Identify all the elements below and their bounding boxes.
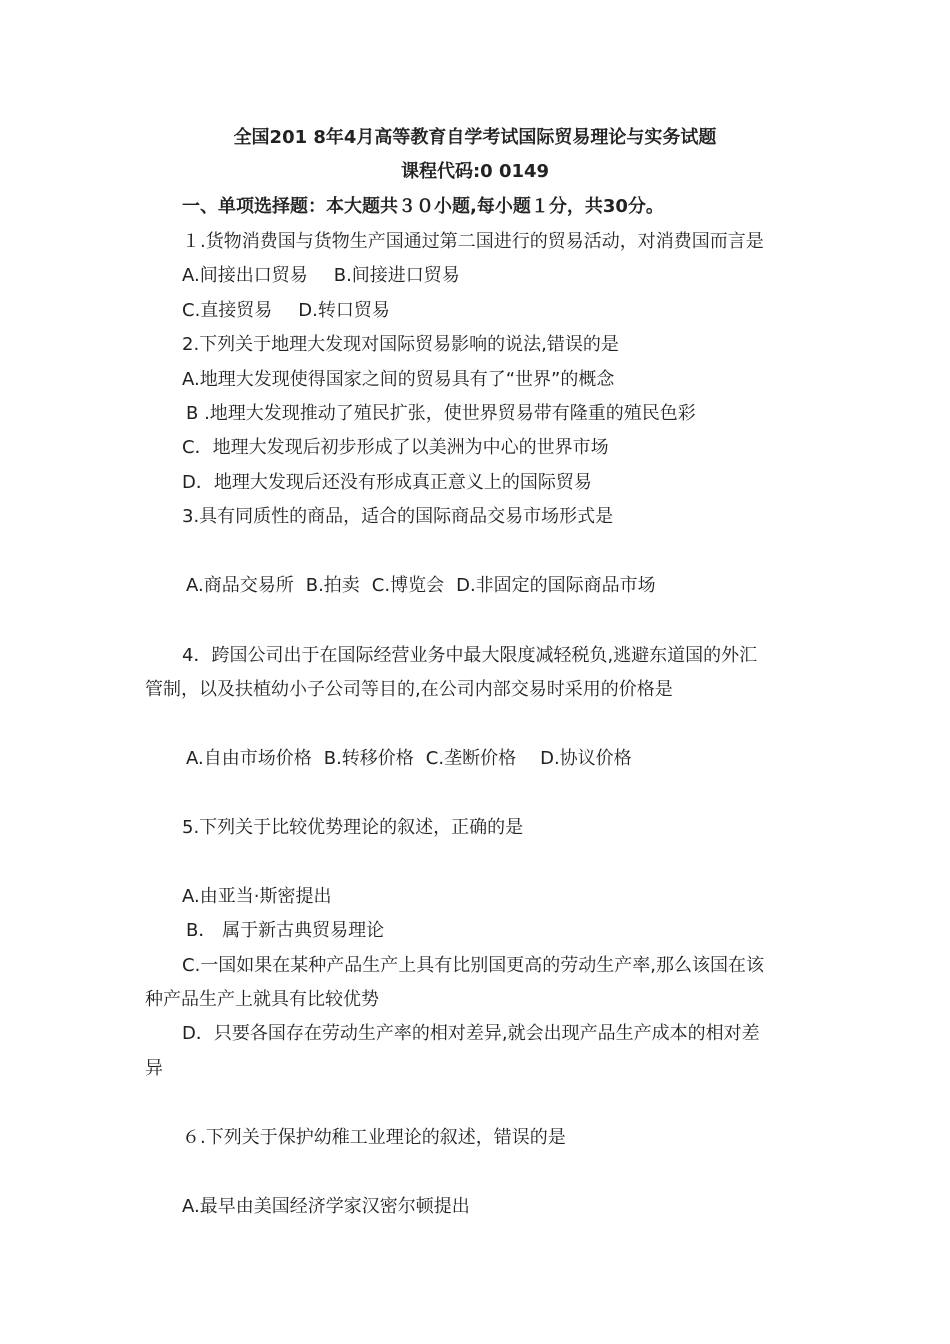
question-1-option-a: A.间接出口贸易: [182, 265, 308, 286]
course-code: 课程代码:0 0149: [400, 161, 550, 182]
question-4-stem-line-2: 管制，以及扶植幼小子公司等目的,在公司内部交易时采用的价格是: [145, 679, 673, 700]
question-4-stem-line-1: 4．跨国公司出于在国际经营业务中最大限度减轻税负,逃避东道国的外汇: [182, 645, 758, 666]
question-6-option-a: A.最早由美国经济学家汉密尔顿提出: [182, 1196, 470, 1217]
question-1-stem: １.货物消费国与货物生产国通过第二国进行的贸易活动，对消费国而言是: [182, 231, 764, 252]
question-3-option-a: A.商品交易所: [186, 575, 294, 596]
question-5-option-d-line-2: 异: [145, 1058, 163, 1079]
question-3-option-d: D.非固定的国际商品市场: [456, 575, 656, 596]
question-2-option-a: A.地理大发现使得国家之间的贸易具有了“世界”的概念: [182, 369, 615, 390]
question-1-options-cd: [182, 299, 390, 323]
document-title: 全国201 8年4月高等教育自学考试国际贸易理论与实务试题: [233, 127, 717, 148]
question-3-option-b: B.拍卖: [305, 575, 360, 596]
question-3-option-c: C.博览会: [371, 575, 445, 596]
question-5-stem: 5.下列关于比较优势理论的叙述，正确的是: [182, 817, 524, 838]
question-5-option-d-line-1: D．只要各国存在劳动生产率的相对差异,就会出现产品生产成本的相对差: [182, 1023, 760, 1044]
question-4-option-a: A.自由市场价格: [186, 748, 312, 769]
question-2-stem: 2.下列关于地理大发现对国际贸易影响的说法,错误的是: [182, 334, 619, 355]
question-1-option-d: D.转口贸易: [298, 300, 390, 321]
question-1-options-ab: [182, 264, 460, 288]
question-5-option-c-line-2: 种产品生产上就具有比较优势: [145, 989, 379, 1010]
question-5-option-c-line-1: C.一国如果在某种产品生产上具有比别国更高的劳动生产率,那么该国在该: [182, 955, 765, 976]
question-2-option-c: C．地理大发现后初步形成了以美洲为中心的世界市场: [182, 437, 609, 458]
question-3-options: [186, 574, 656, 598]
question-5-option-a: A.由亚当·斯密提出: [182, 886, 332, 907]
question-1-option-b: B.间接进口贸易: [333, 265, 460, 286]
question-2-option-b: B .地理大发现推动了殖民扩张，使世界贸易带有隆重的殖民色彩: [186, 403, 696, 424]
question-4-option-b: B.转移价格: [323, 748, 414, 769]
question-4-option-c: C.垄断价格: [425, 748, 517, 769]
question-1-option-c: C.直接贸易: [182, 300, 273, 321]
question-2-option-d: D．地理大发现后还没有形成真正意义上的国际贸易: [182, 472, 592, 493]
question-6-stem: ６.下列关于保护幼稚工业理论的叙述，错误的是: [182, 1127, 566, 1148]
question-4-options: [186, 747, 632, 771]
question-3-stem: 3.具有同质性的商品，适合的国际商品交易市场形式是: [182, 506, 614, 527]
question-5-option-b: B． 属于新古典贸易理论: [186, 920, 385, 941]
question-4-option-d: D.协议价格: [540, 748, 632, 769]
section-heading: 一、单项选择题：本大题共３０小题,每小题１分，共30分。: [182, 196, 664, 217]
